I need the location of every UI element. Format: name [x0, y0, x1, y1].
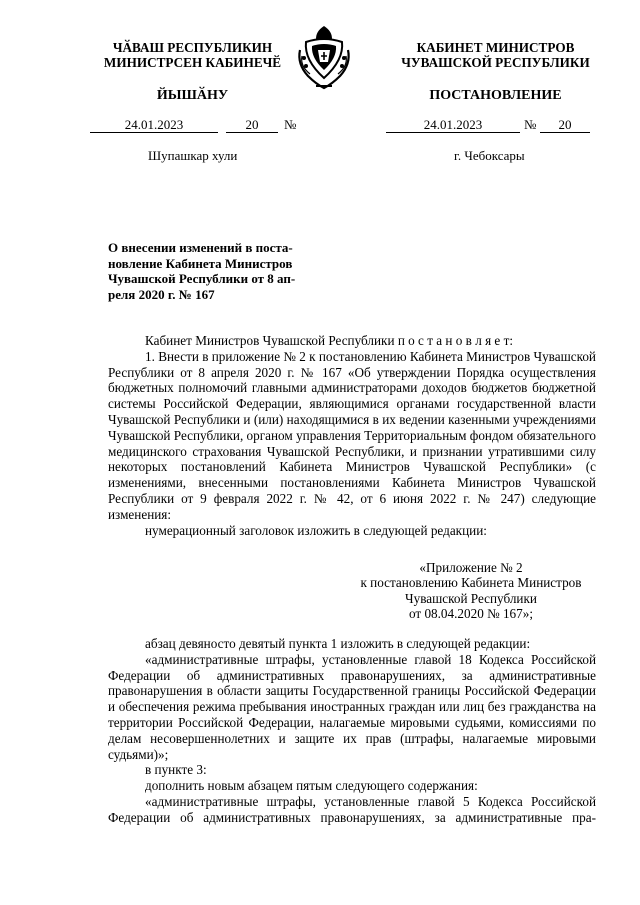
left-city: Шупашкар хули — [148, 148, 238, 163]
header-left-org — [75, 40, 310, 70]
header-right-line2: ЧУВАШСКОЙ РЕСПУБЛИКИ — [401, 55, 590, 70]
title-line: реля 2020 г. № 167 — [108, 286, 215, 302]
right-date: 24.01.2023 — [423, 117, 483, 132]
header-right-doc-type: ПОСТАНОВЛЕНИЕ — [429, 88, 562, 103]
right-number: 20 — [558, 117, 572, 132]
appendix-line: Чувашской Республики — [405, 590, 537, 606]
right-number-sign: № — [524, 117, 537, 132]
header-left-line1: ЧӐВАШ РЕСПУБЛИКИН — [112, 40, 273, 55]
left-date: 24.01.2023 — [124, 117, 184, 132]
appendix-line: к постановлению Кабинета Министров — [360, 575, 582, 591]
title-line: новление Кабинета Министров — [108, 255, 293, 271]
paragraph-1: 1. Внести в приложение № 2 к постановлению Кабинета Министров Чувашской Республики от 8 апреля 2020 г. № 167 «Об утверждении Порядка осуществления бюджетных полномочий главными администраторами доходов бюджетов бюджетной системы Российской Федерации, являющимися органами государственной власти Чувашской Республики и (или) находящимися в их ведении казенными учреждениями Чувашской Республики, органом управления Территориальным фондом обязательного медицинского страхования Чувашской Республики, и признании утратившими силу некоторых постановлений Кабинета Министров Чувашской Республики» (с изменениями, внесенными постановлениями Кабинета Министров Чувашской Республики от 9 февраля 2022 г. № 42, от 6 июня 2022 г. № 247) следующие изменения: — [108, 348, 596, 522]
appendix-reference — [340, 560, 602, 622]
paragraph-7: «административные штрафы, установленные главой 5 Кодекса Российской Федерации об административных правонарушениях, за административные пра- — [108, 793, 596, 825]
paragraph-2: нумерационный заголовок изложить в следующей редакции: — [145, 522, 487, 538]
header-left-doc-type: ЙЫШӐНУ — [156, 88, 229, 103]
document-body — [108, 333, 596, 538]
header-right-line1: КАБИНЕТ МИНИСТРОВ — [416, 40, 575, 55]
header-left-line2: МИНИСТРСЕН КАБИНЕЧӖ — [103, 55, 282, 70]
emblem-icon — [294, 20, 354, 92]
intro-paragraph: Кабинет Министров Чувашской Республики п о с т а н о в л я е т: — [145, 333, 514, 348]
appendix-line: «Приложение № 2 — [419, 560, 523, 575]
appendix-line: от 08.04.2020 № 167»; — [408, 606, 534, 622]
paragraph-3: абзац девяносто девятый пункта 1 изложить в следующей редакции: — [145, 636, 531, 651]
document-body-continued — [108, 636, 596, 826]
paragraph-4: «административные штрафы, установленные главой 18 Кодекса Российской Федерации об административных правонарушениях, за административные правонарушения в области защиты Государственной границы Российской Федерации и обеспечения режима пребывания иностранных граждан или лиц без гражданства на территории Российской Федерации, налагаемые мировыми судьями, комиссиями по делам несовершеннолетних и защите их прав (штрафы, налагаемые мировыми судьями)»; — [108, 651, 596, 762]
header-right-org — [378, 40, 613, 70]
title-line: Чувашской Республики от 8 ап- — [108, 271, 296, 287]
document-title — [108, 240, 320, 302]
right-city: г. Чебоксары — [454, 148, 525, 163]
paragraph-6: дополнить новым абзацем пятым следующего содержания: — [145, 778, 478, 794]
title-line: О внесении изменений в поста- — [108, 240, 293, 255]
left-number-sign: № — [284, 117, 297, 132]
paragraph-5: в пункте 3: — [145, 762, 207, 778]
left-number: 20 — [245, 117, 259, 132]
